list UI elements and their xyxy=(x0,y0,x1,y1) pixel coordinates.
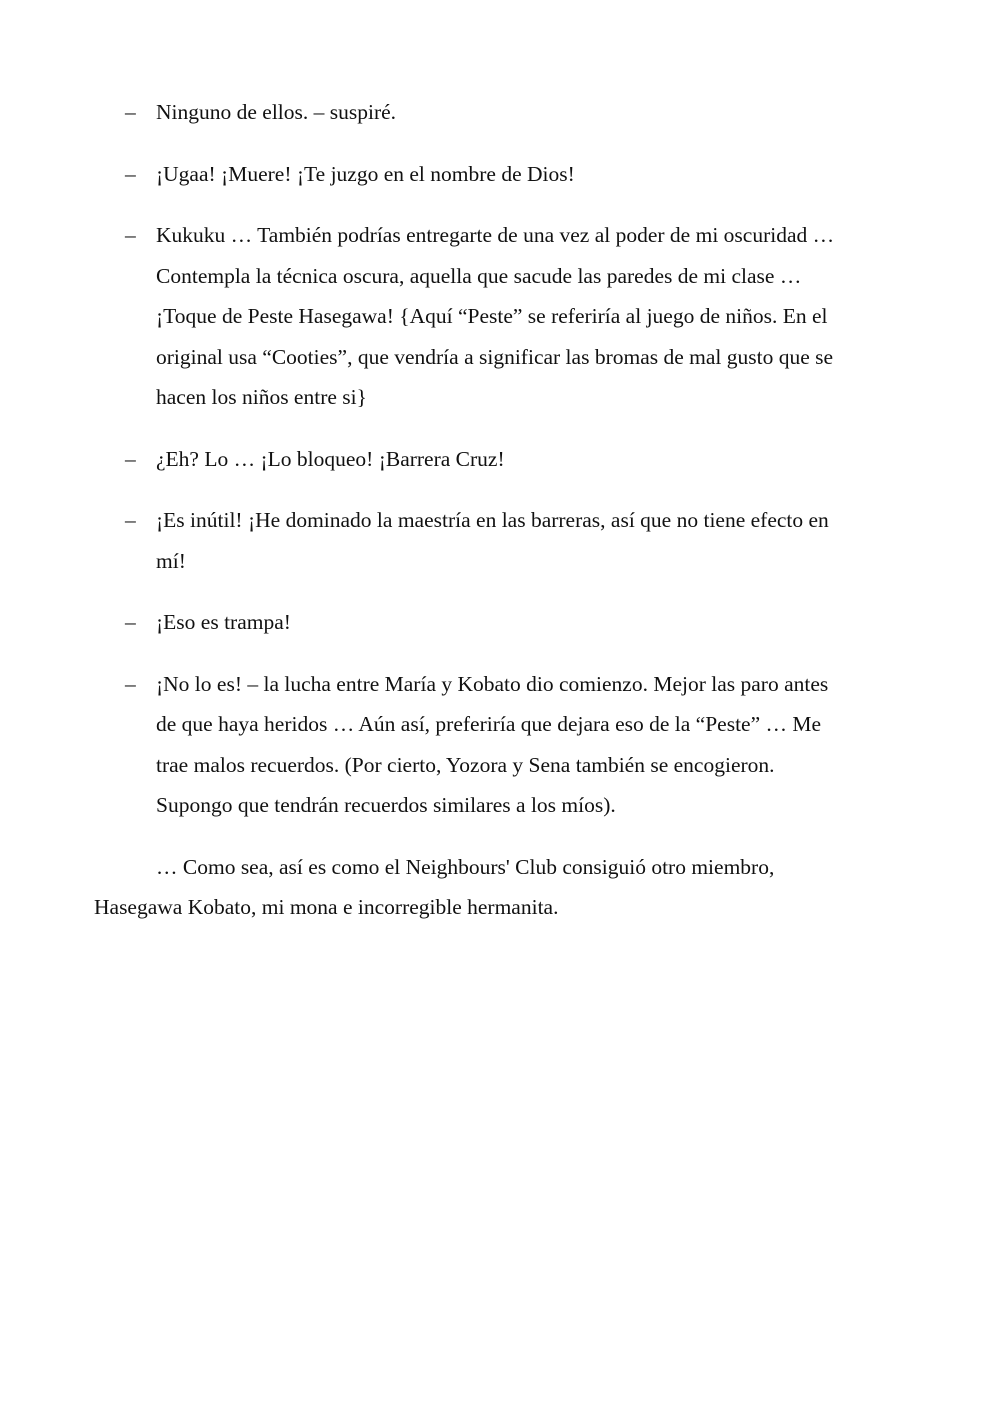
dialogue-dash: – xyxy=(125,446,136,471)
dialogue-text: Ninguno de ellos. – suspiré. xyxy=(156,100,397,124)
dialogue-line-4 xyxy=(94,439,906,480)
dialogue-dash: – xyxy=(125,610,136,634)
dialogue-line-3 xyxy=(94,215,906,418)
dialogue-text: ¡Es inútil! ¡He dominado la maestría en las barreras, así que no tiene efecto en mí! xyxy=(156,508,829,573)
dialogue-line-2 xyxy=(94,154,906,195)
dialogue-text: ¡No lo es! – la lucha entre María y Kobato dio comienzo. Mejor las paro antes de que haya heridos … Aún así, preferiría que dejara eso de la “Peste” … Me trae malos recuerdos. (Por cierto, Yozora y Sena también se encogieron. Supongo que tendrán recuerdos similares a los míos). xyxy=(156,671,829,817)
dialogue-dash: – xyxy=(125,508,136,532)
dialogue-line-6 xyxy=(94,602,906,643)
dialogue-dash: – xyxy=(125,223,136,247)
dialogue-line-5 xyxy=(94,500,906,581)
dialogue-dash: – xyxy=(125,671,136,696)
dialogue-text: Kukuku … También podrías entregarte de una vez al poder de mi oscuridad … Contempla la técnica oscura, aquella que sacude las paredes de mi clase … ¡Toque de Peste Hasegawa! {Aquí “Peste” se referiría al juego de niños. En el original usa “Cooties”, que vendría a significar las bromas de mal gusto que se hacen los niños entre si} xyxy=(156,223,835,409)
dialogue-text: ¡Eso es trampa! xyxy=(156,610,291,634)
dialogue-text: ¡Ugaa! ¡Muere! ¡Te juzgo en el nombre de Dios! xyxy=(156,161,575,186)
dialogue-text: ¿Eh? Lo … ¡Lo bloqueo! ¡Barrera Cruz! xyxy=(156,446,505,471)
dialogue-dash: – xyxy=(125,161,136,186)
narration-paragraph: … Como sea, así es como el Neighbours' Club consiguió otro miembro, Hasegawa Kobato, mi mona e incorregible hermanita. xyxy=(94,854,775,919)
page-content xyxy=(94,92,906,928)
dialogue-line-7 xyxy=(94,664,906,826)
dialogue-dash: – xyxy=(125,100,136,124)
dialogue-line-1 xyxy=(94,92,906,133)
